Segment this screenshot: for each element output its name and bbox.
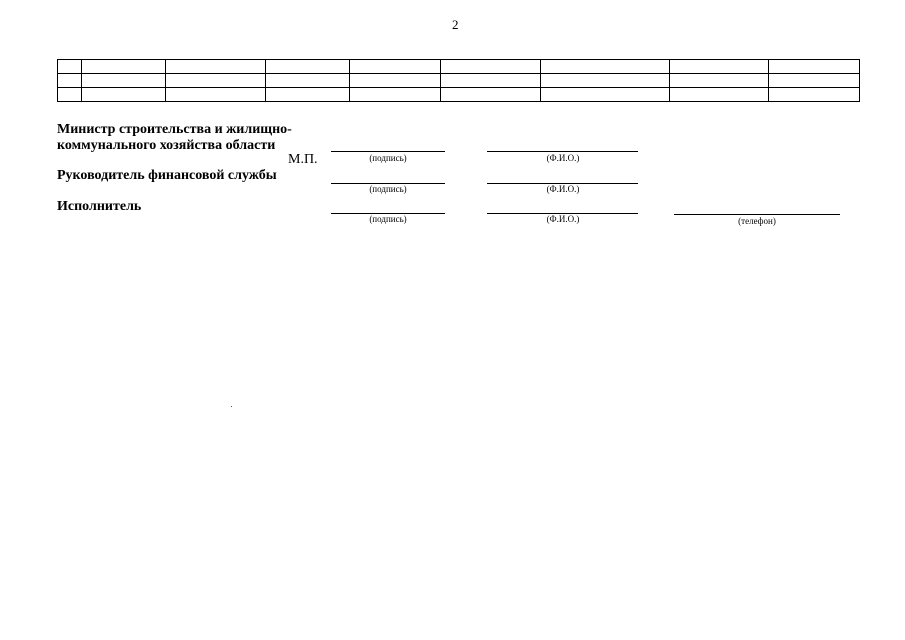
minister-name-caption: (Ф.И.О.): [546, 153, 580, 163]
minister-title-line2: коммунального хозяйства области: [57, 138, 276, 153]
finance-name-caption: (Ф.И.О.): [546, 184, 580, 194]
scan-speck: [231, 406, 232, 407]
table-cell: [166, 60, 266, 74]
table-cell: [441, 74, 541, 88]
table-cell: [769, 88, 860, 102]
table-cell: [441, 60, 541, 74]
table-cell: [166, 74, 266, 88]
minister-signature-caption: (подпись): [369, 153, 407, 163]
minister-signature-line: [331, 151, 445, 152]
table-cell: [541, 60, 670, 74]
table-cell: [769, 60, 860, 74]
table-cell: [441, 88, 541, 102]
table-cell: [82, 60, 166, 74]
table-cell: [58, 74, 82, 88]
table-cell: [58, 60, 82, 74]
table-row: [58, 88, 860, 102]
table-cell: [670, 74, 769, 88]
table-cell: [266, 60, 350, 74]
table-cell: [541, 88, 670, 102]
executor-signature-caption: (подпись): [369, 214, 407, 224]
table-cell: [350, 60, 441, 74]
executor-phone-line: [674, 214, 840, 215]
table-cell: [58, 88, 82, 102]
table-cell: [350, 74, 441, 88]
table-cell: [670, 88, 769, 102]
data-table: [57, 59, 860, 102]
table-cell: [82, 88, 166, 102]
table-row: [58, 60, 860, 74]
table-cell: [266, 74, 350, 88]
finance-head-title: Руководитель финансовой службы: [57, 168, 277, 183]
executor-title: Исполнитель: [57, 199, 142, 214]
table-cell: [82, 74, 166, 88]
table-cell: [166, 88, 266, 102]
table-cell: [541, 74, 670, 88]
minister-title-line1: Министр строительства и жилищно-: [57, 122, 292, 137]
table-row: [58, 74, 860, 88]
table-cell: [350, 88, 441, 102]
stamp-label: М.П.: [288, 152, 318, 167]
executor-phone-caption: (телефон): [738, 216, 776, 226]
table-cell: [769, 74, 860, 88]
executor-name-caption: (Ф.И.О.): [546, 214, 580, 224]
page-number: 2: [452, 17, 459, 32]
minister-name-line: [487, 151, 638, 152]
finance-signature-caption: (подпись): [369, 184, 407, 194]
table-cell: [266, 88, 350, 102]
table-cell: [670, 60, 769, 74]
